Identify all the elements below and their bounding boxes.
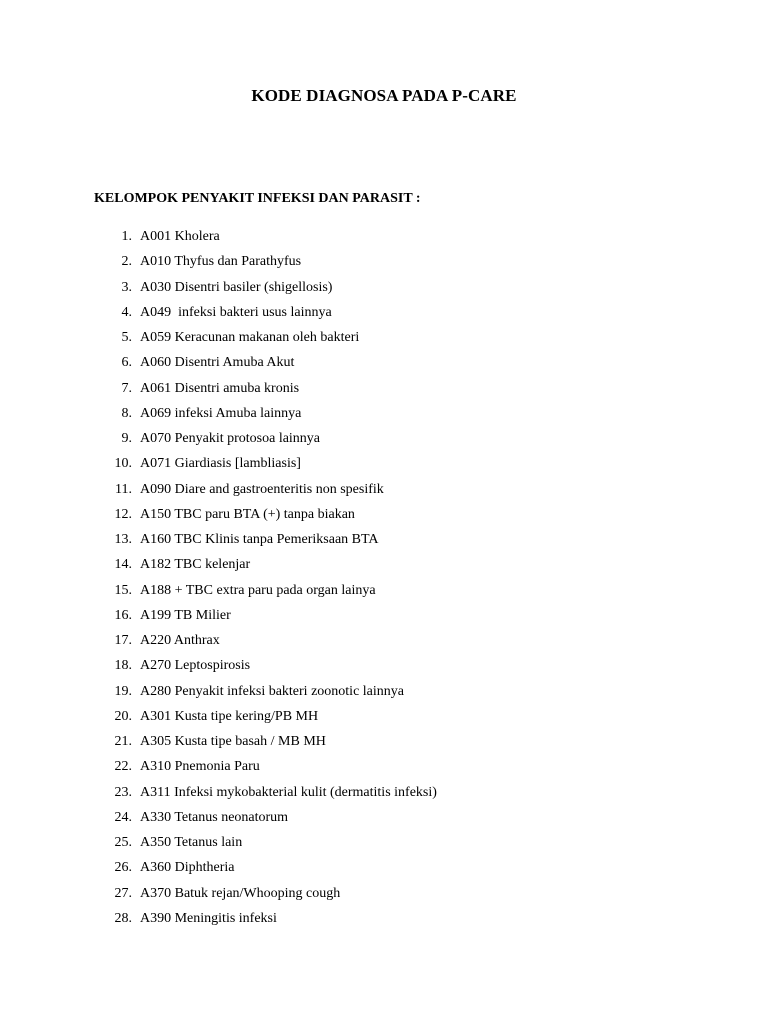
list-item bbox=[94, 605, 437, 630]
list-item-text: A301 Kusta tipe kering/PB MH bbox=[140, 708, 319, 724]
list-item bbox=[94, 302, 437, 327]
list-item-text: A060 Disentri Amuba Akut bbox=[140, 355, 295, 371]
list-item bbox=[94, 403, 437, 428]
list-item-text: A071 Giardiasis [lambliasis] bbox=[140, 456, 301, 472]
list-item-number: 4. bbox=[121, 304, 132, 320]
list-item-text: A305 Kusta tipe basah / MB MH bbox=[140, 734, 326, 749]
list-item-text: A220 Anthrax bbox=[140, 633, 220, 648]
list-item bbox=[94, 504, 437, 529]
list-item bbox=[94, 807, 437, 832]
list-item-number: 5. bbox=[121, 330, 132, 345]
list-item-text: A280 Penyakit infeksi bakteri zoonotic lainnya bbox=[140, 683, 404, 699]
list-item-text: A350 Tetanus lain bbox=[140, 835, 243, 850]
list-item-text: A090 Diare and gastroenteritis non spesifik bbox=[140, 481, 384, 497]
list-item-number: 3. bbox=[121, 279, 132, 295]
list-item-number: 25. bbox=[114, 835, 132, 850]
list-item-text: A030 Disentri basiler (shigellosis) bbox=[140, 279, 333, 295]
list-item bbox=[94, 832, 437, 857]
list-item-text: A059 Keracunan makanan oleh bakteri bbox=[140, 330, 360, 345]
section-heading: KELOMPOK PENYAKIT INFEKSI DAN PARASIT : bbox=[94, 191, 421, 206]
list-item bbox=[94, 782, 437, 807]
list-item-number: 2. bbox=[121, 254, 132, 270]
list-item bbox=[94, 630, 437, 655]
list-item-number: 16. bbox=[114, 607, 132, 623]
list-item-number: 28. bbox=[114, 910, 132, 926]
list-item-number: 13. bbox=[114, 532, 132, 547]
list-item bbox=[94, 327, 437, 352]
list-item bbox=[94, 352, 437, 377]
list-item-text: A270 Leptospirosis bbox=[140, 658, 251, 674]
list-item bbox=[94, 277, 437, 302]
list-item-number: 24. bbox=[114, 809, 132, 825]
list-item-number: 27. bbox=[114, 885, 132, 901]
list-item-text: A390 Meningitis infeksi bbox=[140, 910, 277, 926]
list-item bbox=[94, 251, 437, 276]
list-item bbox=[94, 479, 437, 504]
list-item bbox=[94, 681, 437, 706]
list-item-number: 10. bbox=[114, 456, 132, 472]
list-item bbox=[94, 554, 437, 579]
list-item-text: A069 infeksi Amuba lainnya bbox=[140, 405, 302, 421]
list-item-text: A150 TBC paru BTA (+) tanpa biakan bbox=[140, 506, 355, 522]
list-item-text: A010 Thyfus dan Parathyfus bbox=[140, 254, 302, 270]
list-item bbox=[94, 226, 437, 251]
list-item-number: 1. bbox=[121, 229, 132, 244]
list-item-text: A160 TBC Klinis tanpa Pemeriksaan BTA bbox=[140, 532, 379, 547]
list-item-number: 20. bbox=[114, 708, 132, 724]
list-item-text: A188 + TBC extra paru pada organ lainya bbox=[140, 582, 376, 598]
document-title: KODE DIAGNOSA PADA P-CARE bbox=[251, 86, 517, 105]
list-item-text: A330 Tetanus neonatorum bbox=[140, 809, 289, 825]
list-item-number: 23. bbox=[114, 784, 132, 800]
list-item bbox=[94, 580, 437, 605]
list-item bbox=[94, 908, 437, 933]
list-item bbox=[94, 857, 437, 882]
list-item-number: 11. bbox=[115, 481, 132, 497]
list-item-text: A310 Pnemonia Paru bbox=[140, 759, 260, 775]
list-item bbox=[94, 756, 437, 781]
list-item bbox=[94, 453, 437, 478]
list-item-number: 18. bbox=[114, 658, 132, 674]
list-item-number: 15. bbox=[114, 582, 132, 598]
diagnosis-list bbox=[94, 226, 437, 933]
list-item-text: A370 Batuk rejan/Whooping cough bbox=[140, 885, 341, 901]
list-item bbox=[94, 883, 437, 908]
list-item-text: A199 TB Milier bbox=[140, 607, 231, 623]
list-item bbox=[94, 655, 437, 680]
list-item bbox=[94, 529, 437, 554]
list-item-number: 22. bbox=[114, 759, 132, 775]
list-item-text: A360 Diphtheria bbox=[140, 860, 235, 876]
list-item-number: 17. bbox=[114, 633, 132, 648]
list-item-number: 8. bbox=[121, 405, 132, 421]
list-item bbox=[94, 378, 437, 403]
list-item-text: A311 Infeksi mykobakterial kulit (dermatitis infeksi) bbox=[140, 784, 437, 800]
list-item-text: A049 infeksi bakteri usus lainnya bbox=[140, 304, 332, 320]
list-item-text: A182 TBC kelenjar bbox=[140, 557, 251, 573]
list-item-number: 9. bbox=[121, 431, 132, 446]
list-item bbox=[94, 428, 437, 453]
list-item-number: 26. bbox=[114, 860, 132, 876]
list-item-number: 12. bbox=[114, 506, 132, 522]
list-item-number: 7. bbox=[121, 380, 132, 396]
list-item-number: 21. bbox=[114, 734, 132, 749]
list-item-number: 6. bbox=[121, 355, 132, 371]
list-item bbox=[94, 706, 437, 731]
list-item-text: A061 Disentri amuba kronis bbox=[140, 380, 300, 396]
list-item-text: A001 Kholera bbox=[140, 229, 220, 244]
list-item-number: 14. bbox=[114, 557, 132, 573]
list-item-text: A070 Penyakit protosoa lainnya bbox=[140, 431, 321, 446]
list-item bbox=[94, 731, 437, 756]
list-item-number: 19. bbox=[114, 683, 132, 699]
